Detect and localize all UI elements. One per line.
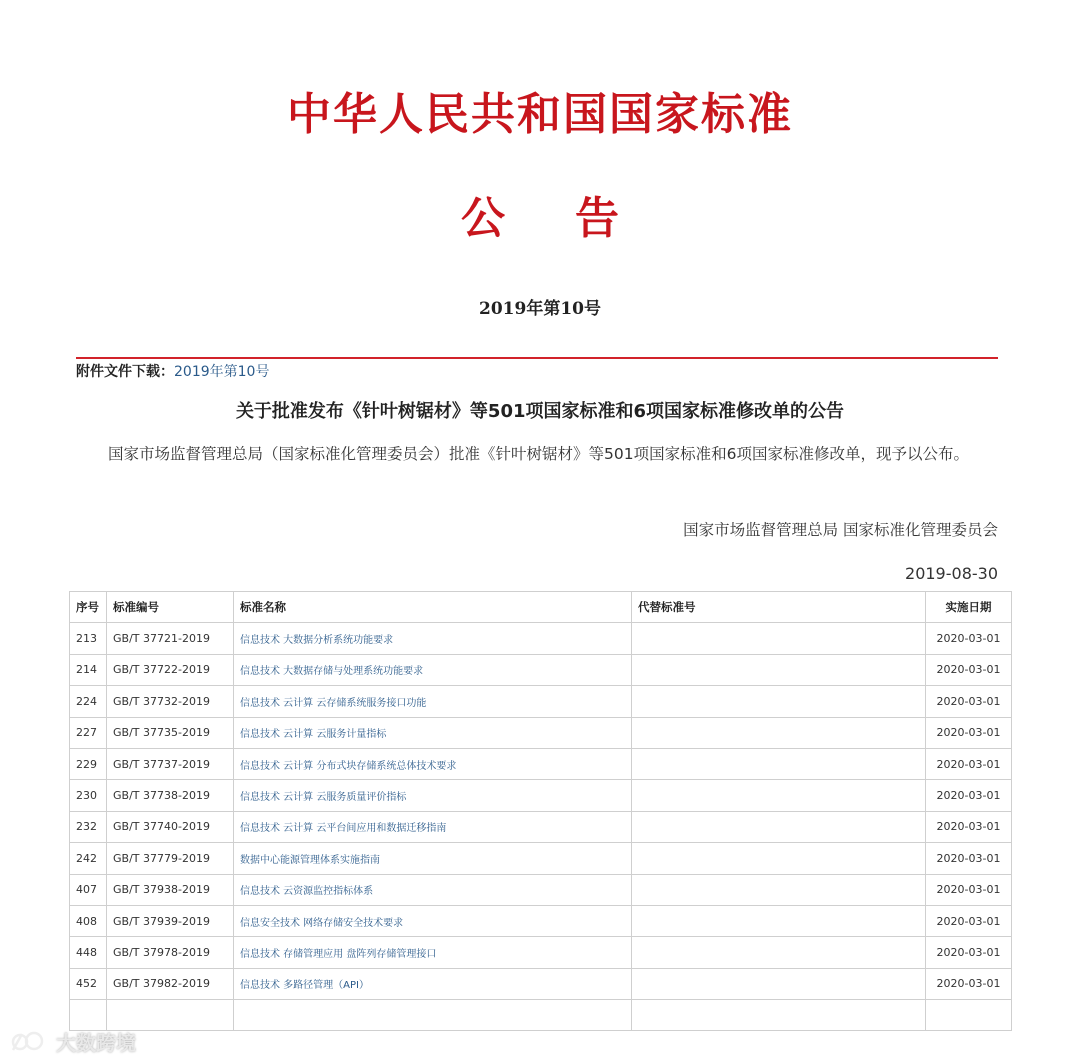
cell-seq: 213 bbox=[70, 623, 107, 654]
cell-date: 2020-03-01 bbox=[926, 905, 1012, 936]
cell-code: GB/T 37982-2019 bbox=[107, 968, 234, 999]
table-row bbox=[70, 780, 1012, 811]
cell-replaced bbox=[632, 748, 926, 779]
cell-date: 2020-03-01 bbox=[926, 968, 1012, 999]
cell-date: 2020-03-01 bbox=[926, 811, 1012, 842]
table-row bbox=[70, 717, 1012, 748]
header-name: 标准名称 bbox=[234, 592, 632, 623]
cell-replaced bbox=[632, 686, 926, 717]
cell-replaced bbox=[632, 623, 926, 654]
table-row bbox=[70, 874, 1012, 905]
table-row bbox=[70, 623, 1012, 654]
cell-seq: 214 bbox=[70, 654, 107, 685]
cell-replaced bbox=[632, 811, 926, 842]
cell-replaced bbox=[632, 937, 926, 968]
cell-seq: 242 bbox=[70, 843, 107, 874]
cell-date: 2020-03-01 bbox=[926, 937, 1012, 968]
table-row bbox=[70, 748, 1012, 779]
notice-body: 国家市场监督管理总局（国家标准化管理委员会）批准《针叶树锯材》等501项国家标准和6项国家标准修改单，现予以公布。 bbox=[108, 445, 969, 463]
cell-code: GB/T 37939-2019 bbox=[107, 905, 234, 936]
table-header-row bbox=[70, 592, 1012, 623]
cell-name[interactable]: 信息技术 云计算 云服务质量评价指标 bbox=[234, 780, 632, 811]
table-row bbox=[70, 843, 1012, 874]
cell-seq: 227 bbox=[70, 717, 107, 748]
cell-name[interactable]: 信息技术 云计算 云存储系统服务接口功能 bbox=[234, 686, 632, 717]
cell-replaced bbox=[632, 874, 926, 905]
table-row-empty bbox=[70, 1000, 1012, 1031]
cell-code: GB/T 37738-2019 bbox=[107, 780, 234, 811]
cell-name[interactable]: 数据中心能源管理体系实施指南 bbox=[234, 843, 632, 874]
cell-seq: 448 bbox=[70, 937, 107, 968]
cell-name[interactable]: 信息技术 云计算 云服务计量指标 bbox=[234, 717, 632, 748]
cell-replaced bbox=[632, 654, 926, 685]
cell-empty bbox=[632, 1000, 926, 1031]
cell-seq: 407 bbox=[70, 874, 107, 905]
cell-name[interactable]: 信息安全技术 网络存储安全技术要求 bbox=[234, 905, 632, 936]
watermark bbox=[10, 1026, 136, 1056]
cell-code: GB/T 37938-2019 bbox=[107, 874, 234, 905]
header-code: 标准编号 bbox=[107, 592, 234, 623]
announcement-header-title: 中华人民共和国国家标准 bbox=[287, 89, 793, 140]
cell-code: GB/T 37735-2019 bbox=[107, 717, 234, 748]
header-effective-date: 实施日期 bbox=[926, 592, 1012, 623]
cell-empty bbox=[234, 1000, 632, 1031]
cell-seq: 452 bbox=[70, 968, 107, 999]
cell-name[interactable]: 信息技术 云计算 云平台间应用和数据迁移指南 bbox=[234, 811, 632, 842]
cell-code: GB/T 37721-2019 bbox=[107, 623, 234, 654]
issue-number: 2019年第10号 bbox=[479, 299, 601, 319]
notice-title: 关于批准发布《针叶树锯材》等501项国家标准和6项国家标准修改单的公告 bbox=[235, 401, 845, 422]
standards-table bbox=[69, 591, 1012, 1031]
cell-code: GB/T 37737-2019 bbox=[107, 748, 234, 779]
cell-code: GB/T 37722-2019 bbox=[107, 654, 234, 685]
cell-seq: 230 bbox=[70, 780, 107, 811]
cell-name[interactable]: 信息技术 云资源监控指标体系 bbox=[234, 874, 632, 905]
announcement-header-subtitle: 公告 bbox=[461, 193, 689, 244]
table-row bbox=[70, 937, 1012, 968]
attachment-label: 附件文件下载： bbox=[76, 364, 174, 380]
cell-name[interactable]: 信息技术 大数据存储与处理系统功能要求 bbox=[234, 654, 632, 685]
table-row bbox=[70, 968, 1012, 999]
cell-replaced bbox=[632, 780, 926, 811]
cell-code: GB/T 37732-2019 bbox=[107, 686, 234, 717]
attachment-row bbox=[76, 361, 269, 381]
cell-code: GB/T 37740-2019 bbox=[107, 811, 234, 842]
cell-replaced bbox=[632, 717, 926, 748]
cell-date: 2020-03-01 bbox=[926, 717, 1012, 748]
cell-empty bbox=[926, 1000, 1012, 1031]
cell-seq: 408 bbox=[70, 905, 107, 936]
cell-code: GB/T 37779-2019 bbox=[107, 843, 234, 874]
watermark-text: 大数跨境 bbox=[56, 1030, 136, 1055]
cell-date: 2020-03-01 bbox=[926, 874, 1012, 905]
red-divider bbox=[76, 357, 998, 359]
cell-seq: 229 bbox=[70, 748, 107, 779]
table-row bbox=[70, 686, 1012, 717]
table-row bbox=[70, 654, 1012, 685]
header-seq: 序号 bbox=[70, 592, 107, 623]
header-replaced: 代替标准号 bbox=[632, 592, 926, 623]
cell-replaced bbox=[632, 968, 926, 999]
cell-date: 2020-03-01 bbox=[926, 686, 1012, 717]
cell-seq: 232 bbox=[70, 811, 107, 842]
cell-name[interactable]: 信息技术 多路径管理（API） bbox=[234, 968, 632, 999]
cell-name[interactable]: 信息技术 云计算 分布式块存储系统总体技术要求 bbox=[234, 748, 632, 779]
cell-replaced bbox=[632, 843, 926, 874]
brand-logo-icon bbox=[10, 1028, 50, 1054]
cell-name[interactable]: 信息技术 存储管理应用 盘阵列存储管理接口 bbox=[234, 937, 632, 968]
cell-date: 2020-03-01 bbox=[926, 654, 1012, 685]
notice-date: 2019-08-30 bbox=[905, 564, 998, 583]
cell-name[interactable]: 信息技术 大数据分析系统功能要求 bbox=[234, 623, 632, 654]
cell-replaced bbox=[632, 905, 926, 936]
cell-code: GB/T 37978-2019 bbox=[107, 937, 234, 968]
cell-date: 2020-03-01 bbox=[926, 623, 1012, 654]
attachment-download-link[interactable]: 2019年第10号 bbox=[174, 364, 270, 380]
cell-date: 2020-03-01 bbox=[926, 780, 1012, 811]
cell-date: 2020-03-01 bbox=[926, 843, 1012, 874]
table-row bbox=[70, 905, 1012, 936]
notice-issuer: 国家市场监督管理总局 国家标准化管理委员会 bbox=[683, 521, 998, 539]
cell-date: 2020-03-01 bbox=[926, 748, 1012, 779]
table-row bbox=[70, 811, 1012, 842]
cell-seq: 224 bbox=[70, 686, 107, 717]
